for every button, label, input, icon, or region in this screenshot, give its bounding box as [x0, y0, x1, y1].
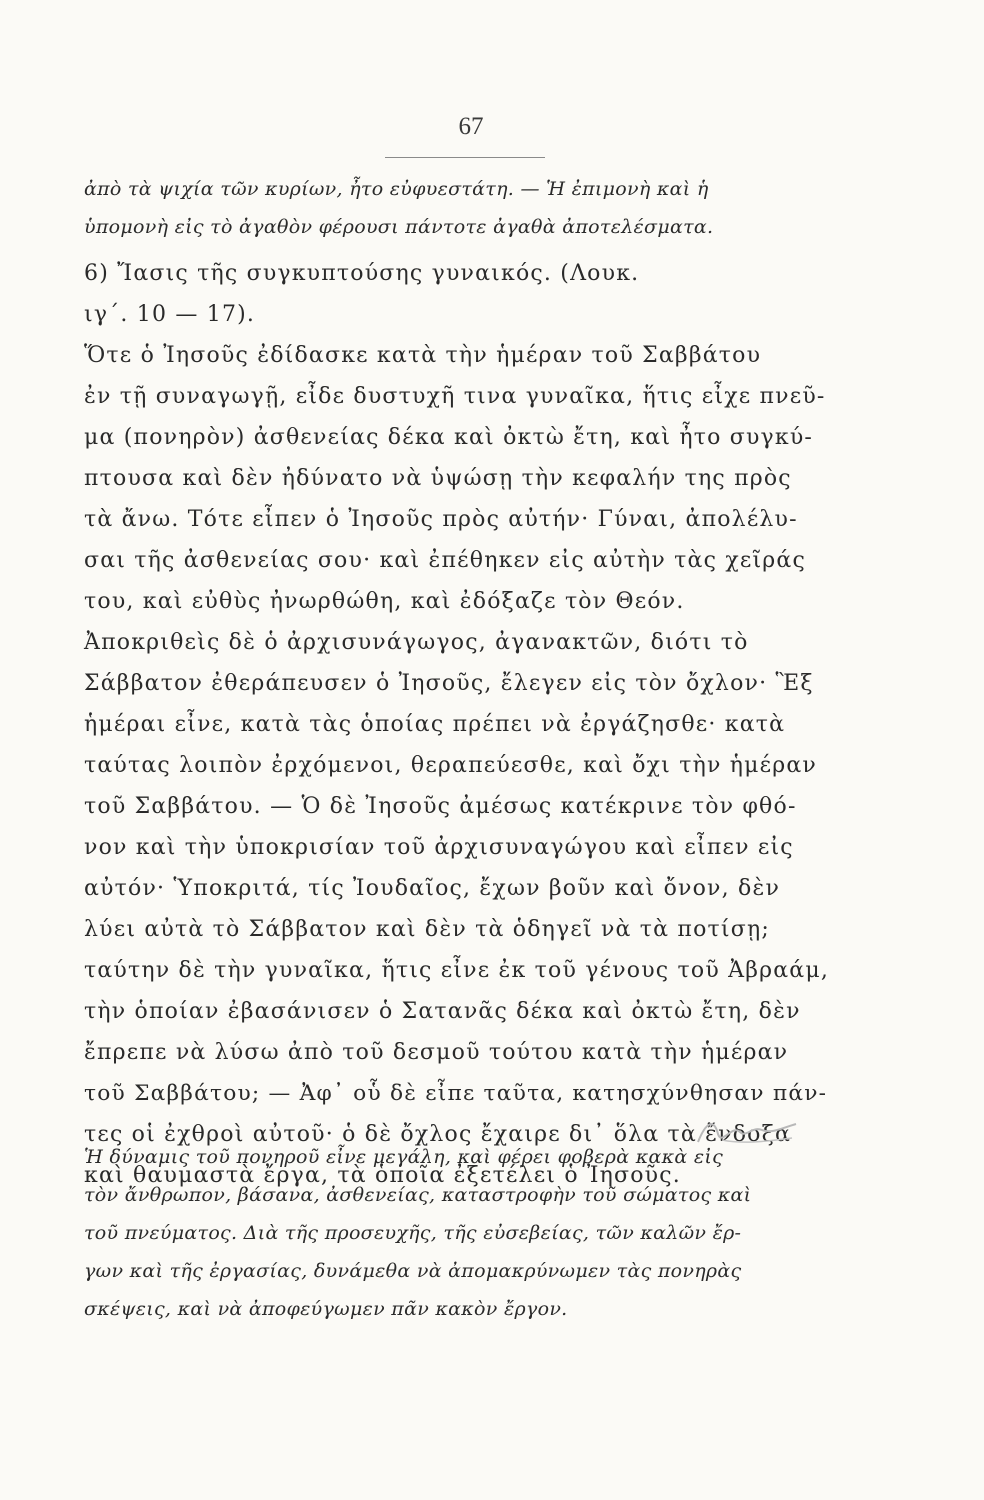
closing-paragraph: [84, 1138, 834, 1328]
main-text: [84, 253, 834, 1196]
text-line: καὶ θαυμαστὰ ἔργα, τὰ ὁποῖα ἐξετέλει ὁ Ἰησοῦς.: [84, 1163, 681, 1188]
text-line: Ὅτε ὁ Ἰησοῦς ἐδίδασκε κατὰ τὴν ἡμέραν τοῦ Σαββάτου: [84, 343, 762, 368]
text-line: ἀπὸ τὰ ψιχία τῶν κυρίων, ἦτο εὐφυεστάτη. — Ἡ ἐπιμονὴ καὶ ἡ: [84, 178, 709, 200]
text-line: ὑπομονὴ εἰς τὸ ἀγαθὸν φέρουσι πάντοτε ἀγαθὰ ἀποτελέσματα.: [84, 216, 714, 238]
text-line: τοῦ Σαββάτου. — Ὁ δὲ Ἰησοῦς ἀμέσως κατέκρινε τὸν φθό-: [84, 794, 797, 819]
intro-paragraph: [84, 170, 834, 246]
text-line: τὸν ἄνθρωπον, βάσανα, ἀσθενείας, καταστροφὴν τοῦ σώματος καὶ: [84, 1184, 752, 1206]
text-line: μα (πονηρὸν) ἀσθενείας δέκα καὶ ὀκτὼ ἔτη, καὶ ἦτο συγκύ-: [84, 425, 814, 450]
text-line: γων καὶ τῆς ἐργασίας, δυνάμεθα νὰ ἀπομακρύνωμεν τὰς πονηρὰς: [84, 1260, 742, 1282]
text-line: Ἀποκριθεὶς δὲ ὁ ἀρχισυνάγωγος, ἀγανακτῶν, διότι τὸ: [84, 630, 749, 655]
text-line: Σάββατον ἐθεράπευσεν ὁ Ἰησοῦς, ἔλεγεν εἰς τὸν ὄχλον· Ἓξ: [84, 671, 814, 696]
page-number: 67: [458, 113, 484, 140]
text-line: σκέψεις, καὶ νὰ ἀποφεύγωμεν πᾶν κακὸν ἔργον.: [84, 1298, 568, 1320]
text-line: τοῦ Σαββάτου; — Ἀφ᾽ οὗ δὲ εἶπε ταῦτα, κατησχύνθησαν πάν-: [84, 1081, 828, 1106]
text-line: τὴν ὁποίαν ἐβασάνισεν ὁ Σατανᾶς δέκα καὶ ὀκτὼ ἔτη, δὲν: [84, 999, 801, 1024]
text-line: αὐτόν· Ὑποκριτά, τίς Ἰουδαῖος, ἔχων βοῦν καὶ ὄνον, δὲν: [84, 876, 781, 901]
header-rule: [385, 157, 545, 158]
text-line: τες οἱ ἐχθροὶ αὐτοῦ· ὁ δὲ ὄχλος ἔχαιρε δι᾽ ὅλα τὰ ἔνδοξα: [84, 1122, 792, 1147]
text-line: του, καὶ εὐθὺς ἠνωρθώθη, καὶ ἐδόξαζε τὸν Θεόν.: [84, 589, 685, 614]
text-line: ἐν τῇ συναγωγῇ, εἶδε δυστυχῆ τινα γυναῖκα, ἥτις εἶχε πνεῦ-: [84, 384, 826, 409]
text-line: 6) Ἴασις τῆς συγκυπτούσης γυναικός. (Λουκ.: [84, 261, 640, 286]
text-line: λύει αὐτὰ τὸ Σάββατον καὶ δὲν τὰ ὁδηγεῖ νὰ τὰ ποτίσῃ;: [84, 917, 770, 942]
text-line: ιγ΄. 10 — 17).: [84, 302, 256, 327]
text-line: Ἡ δύναμις τοῦ πονηροῦ εἶνε μεγάλη, καὶ φέρει φοβερὰ κακὰ εἰς: [84, 1146, 724, 1168]
text-line: ἡμέραι εἶνε, κατὰ τὰς ὁποίας πρέπει νὰ ἐργάζησθε· κατὰ: [84, 712, 786, 737]
text-line: νον καὶ τὴν ὑποκρισίαν τοῦ ἀρχισυναγώγου καὶ εἶπεν εἰς: [84, 835, 794, 860]
text-line: πτουσα καὶ δὲν ἠδύνατο νὰ ὑψώσῃ τὴν κεφαλήν της πρὸς: [84, 466, 792, 491]
text-line: σαι τῆς ἀσθενείας σου· καὶ ἐπέθηκεν εἰς αὐτὴν τὰς χεῖράς: [84, 548, 806, 573]
text-line: τὰ ἄνω. Τότε εἶπεν ὁ Ἰησοῦς πρὸς αὐτήν· Γύναι, ἀπολέλυ-: [84, 507, 798, 532]
text-line: ἔπρεπε νὰ λύσω ἀπὸ τοῦ δεσμοῦ τούτου κατὰ τὴν ἡμέραν: [84, 1040, 789, 1065]
text-line: τοῦ πνεύματος. Διὰ τῆς προσευχῆς, τῆς εὐσεβείας, τῶν καλῶν ἔρ-: [84, 1222, 742, 1244]
text-line: ταύτας λοιπὸν ἐρχόμενοι, θεραπεύεσθε, καὶ ὄχι τὴν ἡμέραν: [84, 753, 817, 778]
text-line: ταύτην δὲ τὴν γυναῖκα, ἥτις εἶνε ἐκ τοῦ γένους τοῦ Ἀβραάμ,: [84, 958, 830, 983]
